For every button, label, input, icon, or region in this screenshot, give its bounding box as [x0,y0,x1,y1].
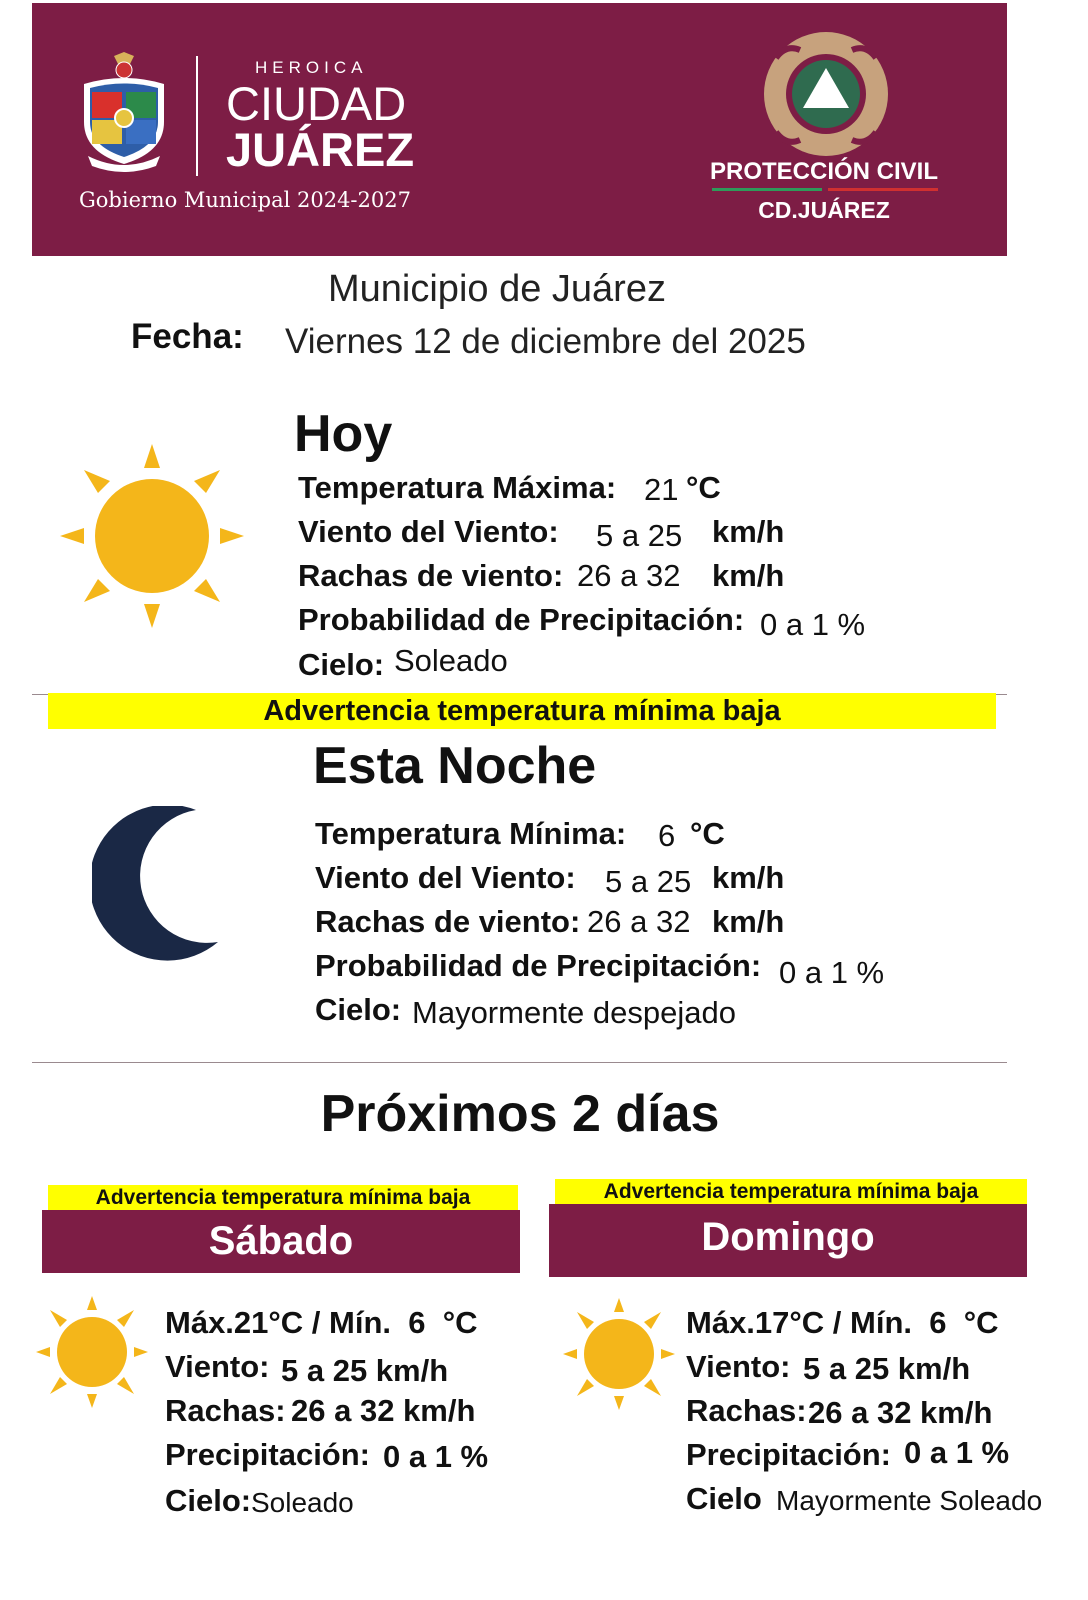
pc-underline-red [828,188,938,191]
gobierno-text: Gobierno Municipal 2024-2027 [79,188,411,212]
pc-underline-green [712,188,822,191]
sunday-sun-icon [563,1298,675,1410]
header-divider [196,56,198,176]
tonight-wind-label: Viento del Viento: [315,860,576,895]
today-max-value: 21 [644,472,679,507]
sunday-header: Domingo [549,1204,1027,1277]
sunday-precip-value: 0 a 1 % [904,1435,1010,1470]
tonight-min-unit: °C [690,816,725,851]
tonight-precip-label: Probabilidad de Precipitación: [315,948,762,983]
sunday-temps: Máx.17°C / Mín. 6 °C [686,1305,999,1340]
tonight-sky-value: Mayormente despejado [412,995,736,1030]
sunday-gust-label: Rachas: [686,1393,807,1428]
sunday-sky-value: Mayormente Soleado [776,1485,1043,1516]
tonight-precip-value: 0 a 1 % [779,955,885,990]
sunday-wind-label: Viento: [686,1349,791,1384]
today-gust-unit: km/h [712,558,785,593]
section-divider [32,1062,1007,1063]
next-days-title: Próximos 2 días [320,1085,720,1143]
today-precip-label: Probabilidad de Precipitación: [298,602,745,637]
today-gust-label: Rachas de viento: [298,558,564,593]
today-wind-unit: km/h [712,514,785,549]
today-wind-value: 5 a 25 [596,518,683,553]
saturday-sky-label: Cielo: [165,1483,252,1518]
today-title: Hoy [294,405,393,463]
today-sky-value: Soleado [394,643,508,678]
tonight-wind-value: 5 a 25 [605,864,692,899]
tonight-gust-value: 26 a 32 [587,904,691,939]
saturday-temps: Máx.21°C / Mín. 6 °C [165,1305,478,1340]
today-sky-label: Cielo: [298,647,385,682]
heroica-text: HEROICA [255,58,368,77]
fecha-value: Viernes 12 de diciembre del 2025 [285,322,806,361]
saturday-precip-label: Precipitación: [165,1437,370,1472]
sunday-gust-value: 26 a 32 km/h [808,1395,993,1430]
today-gust-value: 26 a 32 [577,558,681,593]
tonight-sky-label: Cielo: [315,992,402,1027]
sunday-wind-value: 5 a 25 km/h [803,1351,971,1386]
saturday-wind-value: 5 a 25 km/h [281,1353,449,1388]
pc-line2-text: CD.JUÁREZ [758,197,890,223]
saturday-sky-value: Soleado [251,1487,354,1518]
juarez-text: JUÁREZ [226,123,415,176]
saturday-warning: Advertencia temperatura mínima baja [48,1185,518,1210]
tonight-gust-unit: km/h [712,904,785,939]
fecha-label: Fecha: [131,317,244,356]
saturday-precip-value: 0 a 1 % [383,1439,489,1474]
saturday-header: Sábado [42,1210,520,1273]
tonight-gust-label: Rachas de viento: [315,904,581,939]
sunday-precip-label: Precipitación: [686,1437,891,1472]
today-wind-label: Viento del Viento: [298,514,559,549]
moon-icon [92,806,222,964]
warning-banner: Advertencia temperatura mínima baja [48,693,996,729]
sunday-sky-label: Cielo [686,1481,762,1516]
tonight-min-label: Temperatura Mínima: [315,816,627,851]
saturday-wind-label: Viento: [165,1349,270,1384]
coat-of-arms-icon [78,52,170,172]
ciudad-text: CIUDAD [226,77,407,130]
saturday-sun-icon [36,1296,148,1408]
location-title: Municipio de Juárez [328,268,666,310]
tonight-wind-unit: km/h [712,860,785,895]
tonight-min-value: 6 [658,818,676,853]
pc-line1-text: PROTECCIÓN CIVIL [709,158,938,185]
saturday-gust-label: Rachas: [165,1393,286,1428]
saturday-gust-value: 26 a 32 km/h [291,1393,476,1428]
today-precip-value: 0 a 1 % [760,607,866,642]
tonight-title: Esta Noche [313,737,597,795]
today-max-unit: °C [686,470,721,505]
sunday-warning: Advertencia temperatura mínima baja [555,1179,1027,1204]
today-max-label: Temperatura Máxima: [298,470,617,505]
proteccion-civil-logo-icon [756,28,896,164]
sun-icon [58,440,246,630]
